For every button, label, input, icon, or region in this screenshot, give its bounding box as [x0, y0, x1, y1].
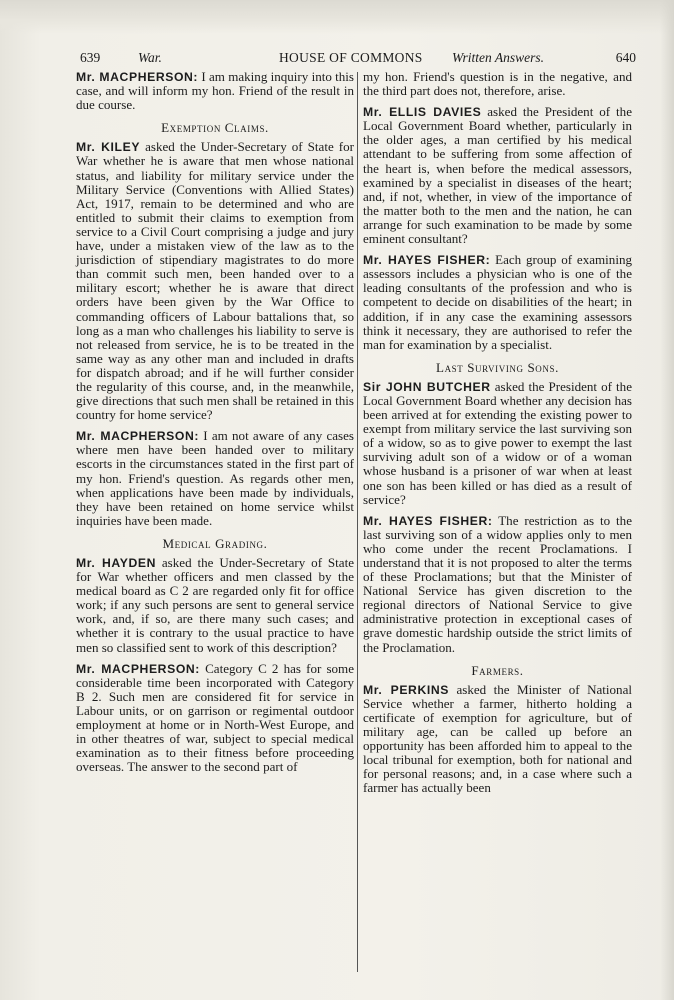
running-header: [80, 50, 636, 68]
paragraph-text: I am making inquiry into this case, and will inform my hon. Friend of the result in due course.: [76, 69, 354, 113]
section-heading: Medical Grading.: [162, 535, 268, 551]
speaker-name: Mr. HAYDEN: [76, 556, 156, 570]
question-paragraph: [363, 683, 632, 796]
section-heading: Last Surviving Sons.: [436, 359, 559, 375]
paragraph-text: asked the President of the Local Government Board whether, particularly in the older ages, a man certified by his medical attendant to be suffering from some affection of the heart is, when before the medical assessors, examined by a specialist in diseases of the heart; and, if not, whether, in view of the importance of the matter both to the men and the nation, he can arrange for such examination to be made by some eminent consultant?: [363, 104, 632, 247]
right-column: [363, 70, 632, 803]
right-section-label: Written Answers.: [452, 50, 545, 65]
speaker-name: Sir JOHN BUTCHER: [363, 379, 491, 394]
answer-paragraph: [363, 253, 632, 352]
speaker-name: Mr. MACPHERSON:: [76, 661, 200, 676]
speaker-name: Mr. KILEY: [76, 140, 141, 155]
paragraph-text: asked the President of the Local Government Board whether any decision has been arrived at for extending the existing power to exempt from military service the last surviving son of a widow, so as to give power to exempt the last surviving adult son of a widow or of a woman whose husband is a prisoner of war when at least one son has been killed or has died as a result of service?: [363, 378, 632, 507]
speaker-name: Mr. HAYES FISHER:: [363, 253, 491, 268]
question-paragraph: [363, 380, 632, 507]
page-top-edge: [0, 0, 674, 34]
left-section-label: War.: [138, 50, 162, 65]
answer-paragraph: [76, 70, 354, 112]
question-paragraph: [363, 105, 632, 246]
paragraph-text: asked the Minister of National Service whether a farmer, hitherto holding a certificate of exemption for agriculture, but of military age, can be called up before an opportunity has been afforded him to appeal to the local tribunal for exemption, both for national and for personal reasons; and, in a case where such a farmer has actually been: [363, 681, 632, 796]
speaker-name: Mr. PERKINS: [363, 682, 449, 697]
answer-paragraph: [76, 662, 354, 775]
section-heading: Exemption Claims.: [161, 120, 269, 136]
page-right-edge: [660, 0, 674, 1000]
left-page-number: 639: [80, 50, 101, 65]
speaker-name: Mr. MACPHERSON:: [76, 429, 200, 444]
question-paragraph: [76, 556, 354, 655]
paragraph-text: I am not aware of any cases where men have been handed over to military escorts in the circumstances stated in the first part of my hon. Friend's question. As regards other men, when applications have been made by individuals, they have been retained on home service whilst inquiries have been made.: [76, 428, 354, 528]
paragraph-text: my hon. Friend's question is in the negative, and the third part does not, therefore, arise.: [363, 69, 632, 99]
answer-paragraph: [363, 514, 632, 655]
continued-paragraph: [363, 70, 632, 98]
section-heading: Farmers.: [471, 662, 524, 678]
right-page-number: 640: [615, 50, 636, 65]
left-column: [76, 70, 354, 781]
speaker-name: Mr. ELLIS DAVIES: [363, 105, 482, 120]
speaker-name: Mr. MACPHERSON:: [76, 70, 199, 84]
speaker-name: Mr. HAYES FISHER:: [363, 513, 493, 528]
header-title: HOUSE OF COMMONS: [279, 50, 423, 65]
paragraph-text: The restriction as to the last surviving son of a widow applies only to men who come under the recent Proclamations. I understand that it is not proposed to alter the terms of these Proclamations; but that the Minister of National Service has given discretion to the regional directors of National Service to give administrative protection in exceptional cases of grave domestic hardship outside the strict limits of the Proclamation.: [363, 512, 633, 655]
paragraph-text: Each group of examining assessors includes a physician who is one of the leading consultants of the profession and who is competent to decide on disabilities of the heart; in addition, if in any case the examining assessors think it necessary, they are authorised to refer the man for examination by a specialist.: [363, 252, 632, 352]
paragraph-text: asked the Under-Secretary of State for War whether officers and men classed by the medical board as C 2 are regarded only fit for office work; if any such persons are sent to general service work, and, if so, are there many such cases; and whether it is contrary to the usual practice to have men so classified sent to work of this description?: [76, 555, 355, 655]
answer-paragraph: [76, 429, 354, 528]
question-paragraph: [76, 140, 354, 422]
paragraph-text: asked the Under-Secretary of State for War whether he is aware that men whose national status, and liability for military service under the Military Service (Conventions with Allied States) Act, 1917, remain to be determined and who are entitled to submit their claims to exemption from service to a Civil Court comprising a judge and jury have, under a mistaken view of the law as to the jurisdiction of stipendiary magistrates to do more than commit such men, been handed over to a military escort; whether he is aware that direct orders have been given by the War Office to commanding officers of Labour battalions that, so long as a man who challenges his liability to serve is not released from service, he is to be treated in the same way as any other man and included in drafts for dispatch abroad; and if he will further consider the regularity of this course, and, in the meanwhile, give directions that such men shall be retained in this country for home service?: [76, 139, 354, 423]
paragraph-text: Category C 2 has for some considerable time been incorporated with Category B 2. Such men are considered fit for service in Labour units, or on garrison or regimental outdoor employment at home or in North-West Europe, and in other theatres of war, subject to special medical examination as to their fitness before proceeding overseas. The answer to the second part of: [76, 660, 354, 775]
column-divider: [357, 72, 358, 972]
